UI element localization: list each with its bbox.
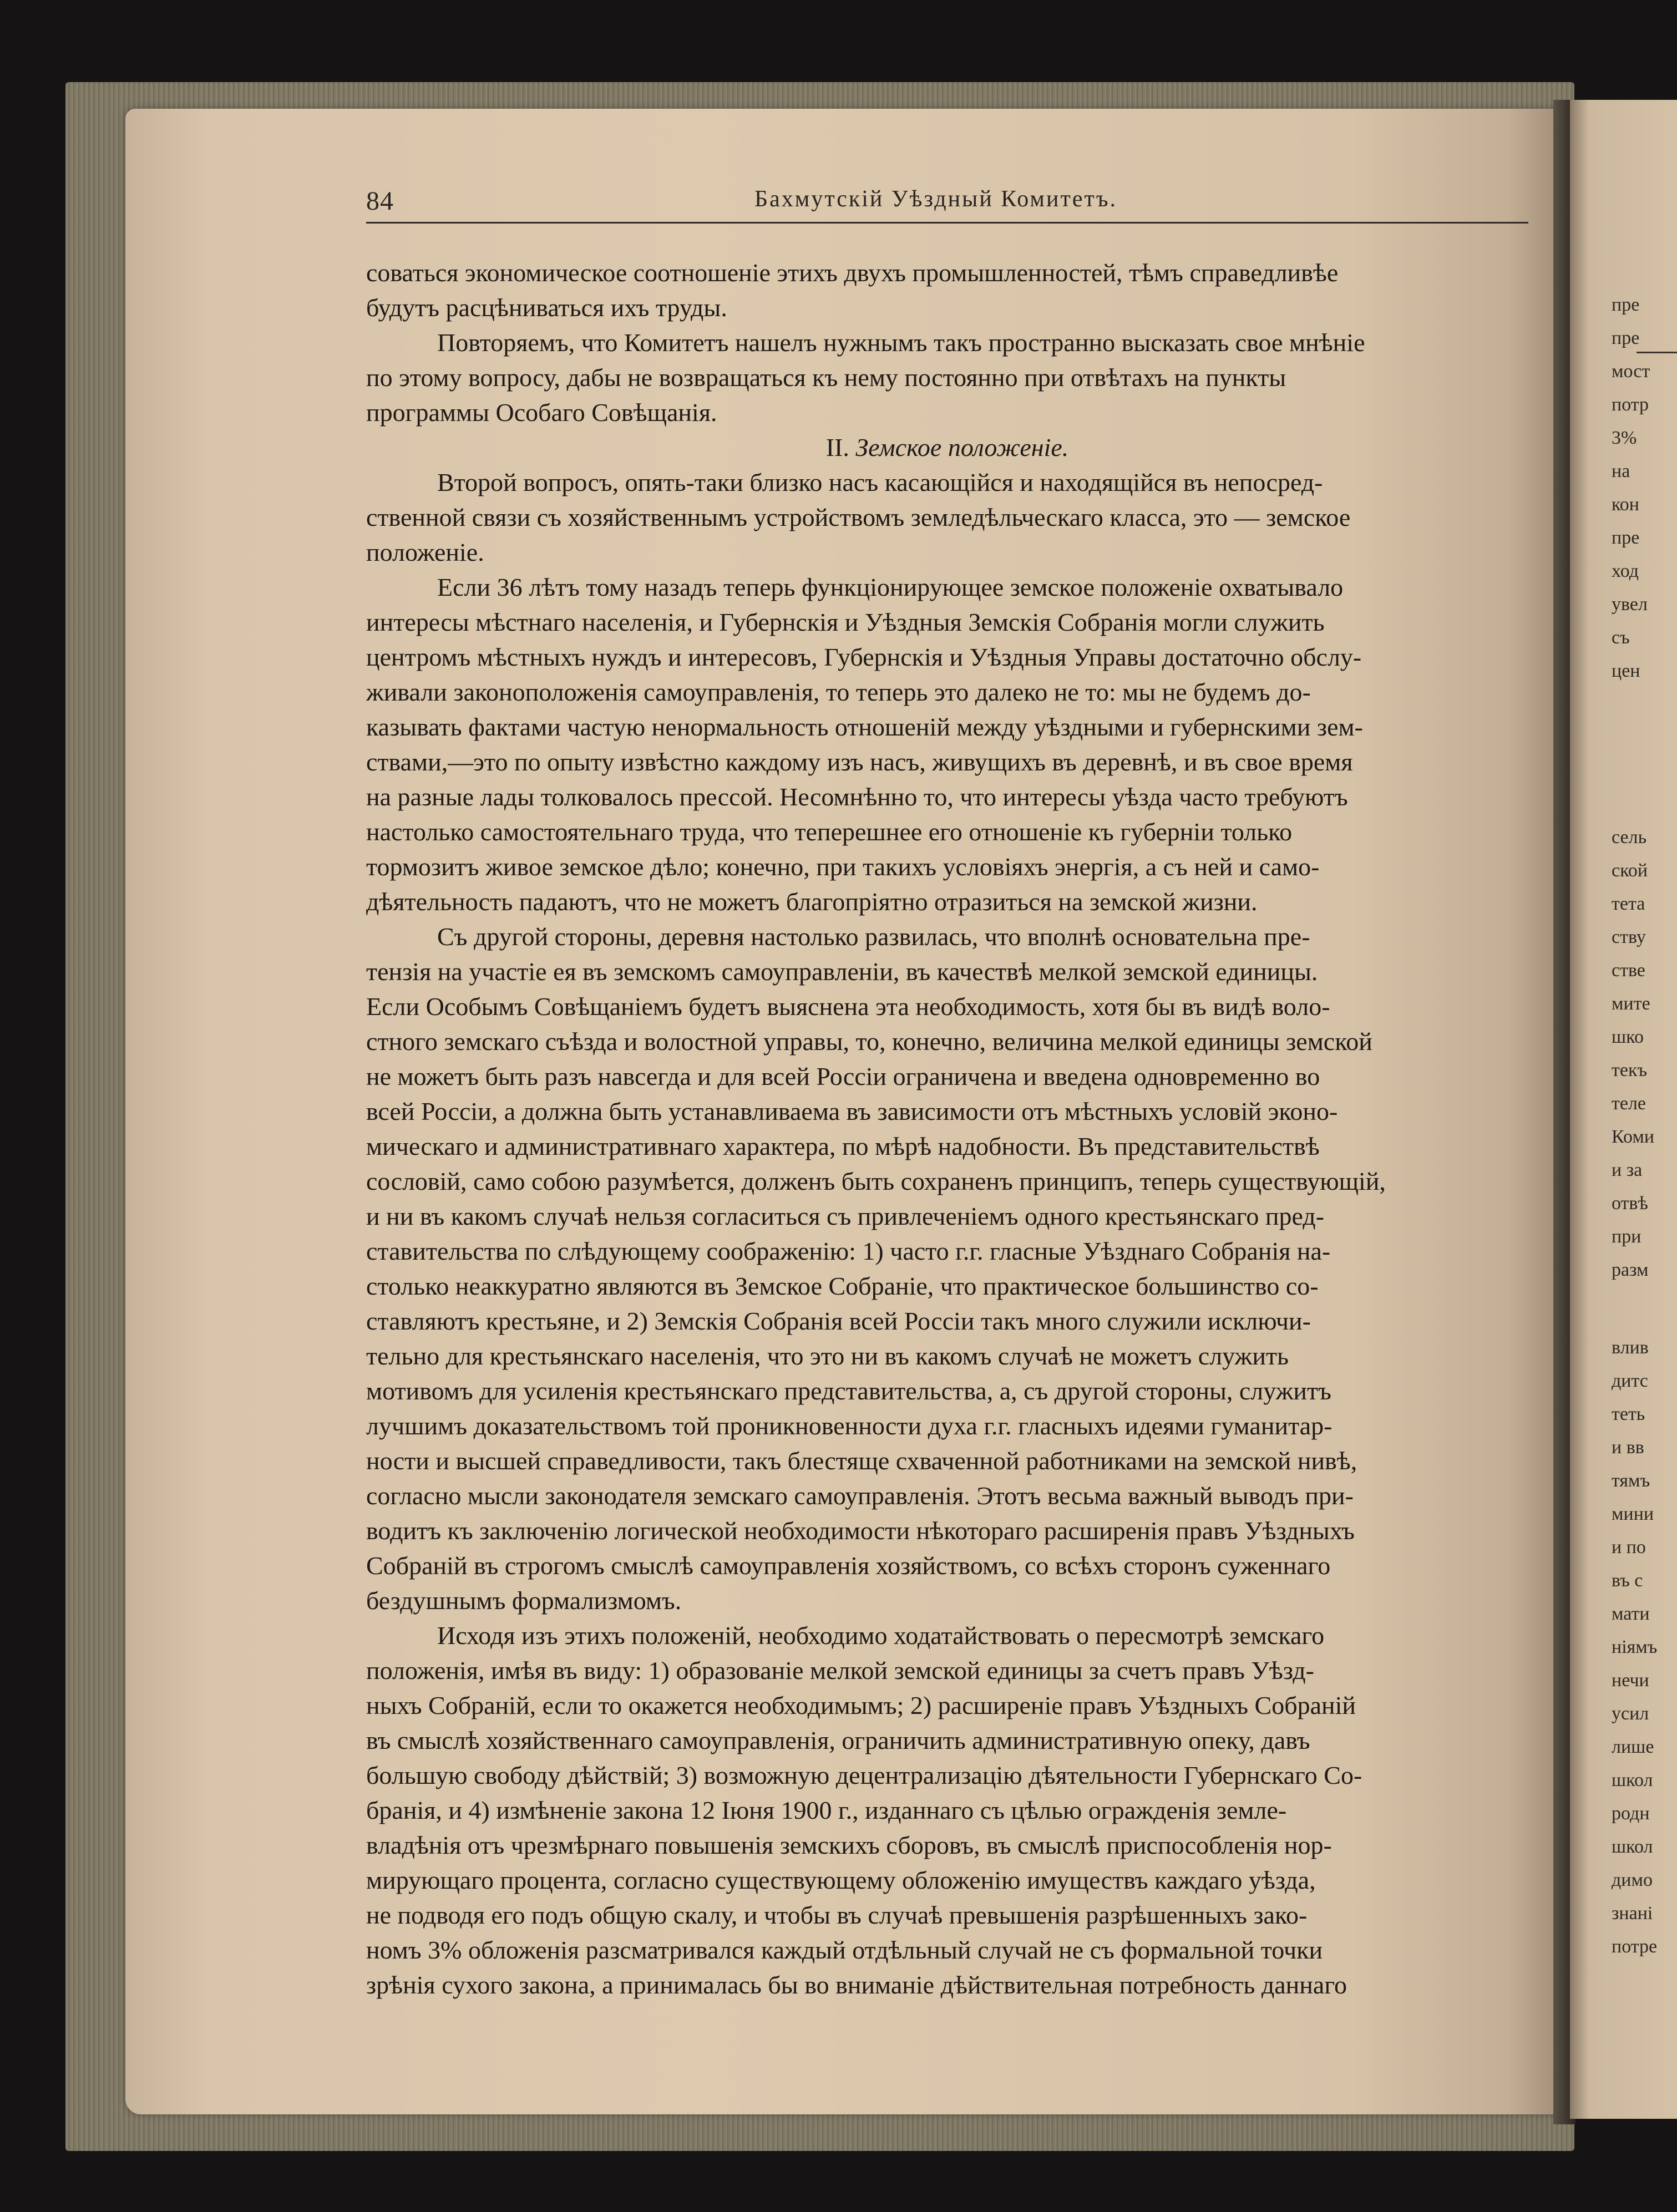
right-fragment: пре [1612, 527, 1640, 548]
right-fragment: лише [1612, 1737, 1654, 1757]
right-fragment: теле [1612, 1093, 1646, 1114]
right-fragment: влив [1612, 1337, 1649, 1358]
right-fragment: школ [1612, 1770, 1653, 1790]
text-line: программы Особаго Совѣщанія. [366, 398, 717, 427]
body-text [366, 255, 1528, 2002]
text-line: въ смыслѣ хозяйственнаго самоуправленія, ограничить административную опеку, давъ [366, 1726, 1310, 1754]
text-line: Съ другой стороны, деревня настолько развилась, что вполнѣ основательна пре- [437, 922, 1310, 951]
text-line: согласно мысли законодателя земскаго самоуправленія. Этотъ весьма важный выводъ при- [366, 1482, 1354, 1510]
text-line: ныхъ Собраній, если то окажется необходимымъ; 2) расширеніе правъ Уѣздныхъ Собраній [366, 1691, 1356, 1719]
text-line: живали законоположенія самоуправленія, то теперь это далеко не то: мы не будемъ до- [366, 678, 1311, 706]
right-fragment: шко [1612, 1027, 1644, 1047]
text-line: владѣнія отъ чрезмѣрнаго повышенія земскихъ сборовъ, въ смыслѣ приспособленія нор- [366, 1831, 1332, 1859]
right-fragment: дитс [1612, 1371, 1648, 1391]
text-line: соваться экономическое соотношеніе этихъ двухъ промышленностей, тѣмъ справедливѣе [366, 258, 1339, 287]
right-fragment: увел [1612, 594, 1648, 615]
text-line: Если 36 лѣтъ тому назадъ теперь функціонирующее земское положеніе охватывало [437, 573, 1344, 601]
text-line: тельно для крестьянскаго населенія, что это ни въ какомъ случаѣ не можетъ служить [366, 1342, 1289, 1370]
text-line: водитъ къ заключенію логической необходимости нѣкотораго расширенія правъ Уѣздныхъ [366, 1516, 1355, 1545]
text-line: казывать фактами частую ненормальность отношеній между уѣздными и губернскими зем- [366, 713, 1363, 741]
right-fragment: тямъ [1612, 1470, 1650, 1491]
right-fragment: потре [1612, 1936, 1658, 1957]
text-line: ности и высшей справедливости, такъ блестяще схваченной работниками на земской нивѣ, [366, 1447, 1357, 1475]
right-fragment: мост [1612, 361, 1650, 382]
text-line: Второй вопросъ, опять-таки близко насъ касающійся и находящійся въ непосред- [437, 468, 1323, 496]
right-fragment: Коми [1612, 1127, 1655, 1147]
text-line: мирующаго процента, согласно существующему обложенію имуществъ каждаго уѣзда, [366, 1866, 1316, 1894]
right-fragment: съ [1612, 627, 1630, 648]
text-line: ставляютъ крестьяне, и 2) Земскія Собранія всей Россіи такъ много служили исключи- [366, 1307, 1311, 1335]
right-fragment: димо [1612, 1870, 1653, 1890]
text-line: не можетъ быть разъ навсегда и для всей Россіи ограничена и введена одновременно во [366, 1062, 1320, 1090]
text-line: Собраній въ строгомъ смыслѣ самоуправленія хозяйствомъ, со всѣхъ сторонъ суженнаго [366, 1551, 1331, 1580]
section-title: Земское положеніе. [855, 433, 1069, 461]
text-line: Исходя изъ этихъ положеній, необходимо ходатайствовать о пересмотрѣ земскаго [437, 1621, 1325, 1650]
text-line: большую свободу дѣйствій; 3) возможную децентрализацію дѣятельности Губернскаго Со- [366, 1761, 1362, 1789]
right-fragment: тета [1612, 894, 1645, 914]
right-fragment: мини [1612, 1504, 1654, 1524]
right-fragment: ніямъ [1612, 1637, 1658, 1657]
text-line: не подводя его подъ общую скалу, и чтобы въ случаѣ превышенія разрѣшенныхъ зако- [366, 1901, 1308, 1929]
text-line: стного земскаго съѣзда и волостной управы, то, конечно, величина мелкой единицы земской [366, 1027, 1372, 1056]
right-fragment: теть [1612, 1404, 1645, 1424]
right-fragment: ству [1612, 927, 1646, 947]
right-fragment: текъ [1612, 1060, 1648, 1080]
text-line: на разные лады толковалось прессой. Несомнѣнно то, что интересы уѣзда часто требуютъ [366, 783, 1348, 811]
right-fragment: родн [1612, 1803, 1650, 1824]
text-line: и ни въ какомъ случаѣ нельзя согласиться съ привлеченіемъ одного крестьянскаго пред- [366, 1202, 1325, 1230]
text-line: столько неаккуратно являются въ Земское Собраніе, что практическое большинство со- [366, 1272, 1319, 1300]
text-line: дѣятельность падаютъ, что не можетъ благопріятно отразиться на земской жизни. [366, 887, 1258, 916]
text-line: мическаго и административнаго характера, по мѣрѣ надобности. Въ представительствѣ [366, 1132, 1320, 1160]
text-line: номъ 3% обложенія разсматривался каждый отдѣльный случай не съ формальной точки [366, 1936, 1323, 1964]
right-fragment: отвѣ [1612, 1193, 1648, 1214]
text-line: положеніе. [366, 538, 484, 566]
right-fragment: пре [1612, 295, 1640, 315]
right-fragment: сель [1612, 827, 1647, 848]
text-line: положенія, имѣя въ виду: 1) образованіе мелкой земской единицы за счетъ правъ Уѣзд- [366, 1656, 1314, 1685]
right-fragment: и вв [1612, 1437, 1644, 1458]
text-line: настолько самостоятельнаго труда, что теперешнее его отношеніе къ губерніи только [366, 818, 1293, 846]
right-fragment: потр [1612, 394, 1649, 415]
text-line: ставительства по слѣдующему соображенію: 1) часто г.г. гласные Уѣзднаго Собранія на- [366, 1237, 1331, 1265]
right-fragment: въ с [1612, 1570, 1643, 1591]
right-fragment: ской [1612, 860, 1648, 881]
page-number: 84 [366, 186, 394, 216]
header-rule [366, 222, 1528, 224]
right-fragment: и за [1612, 1160, 1643, 1180]
right-fragment: ход [1612, 561, 1639, 581]
right-fragment: кон [1612, 494, 1639, 515]
text-line: бездушнымъ формализмомъ. [366, 1586, 682, 1615]
right-fragment: пре [1612, 328, 1640, 348]
text-line: интересы мѣстнаго населенія, и Губернскія и Уѣздныя Земскія Собранія могли служить [366, 608, 1325, 636]
text-line: бранія, и 4) измѣненіе закона 12 Іюня 1900 г., изданнаго съ цѣлью огражденія земле- [366, 1796, 1287, 1824]
text-line: будутъ расцѣниваться ихъ труды. [366, 293, 727, 322]
text-line: центромъ мѣстныхъ нуждъ и интересовъ, Губернскія и Уѣздныя Управы достаточно обслу- [366, 643, 1362, 671]
text-line: ственной связи съ хозяйственнымъ устройствомъ земледѣльческаго класса, это — земское [366, 503, 1351, 531]
right-fragment: и по [1612, 1537, 1646, 1557]
text-line: Повторяемъ, что Комитетъ нашелъ нужнымъ такъ пространно высказать свое мнѣніе [437, 328, 1365, 357]
running-head [366, 186, 1531, 225]
text-line: ствами,—это по опыту извѣстно каждому изъ насъ, живущихъ въ деревнѣ, и въ свое время [366, 748, 1353, 776]
right-fragment: при [1612, 1226, 1641, 1247]
text-line: Если Особымъ Совѣщаніемъ будетъ выяснена эта необходимость, хотя бы въ видѣ воло- [366, 992, 1330, 1021]
section-number: II. [825, 433, 849, 461]
running-head-title: Бахмутскій Уѣздный Комитетъ. [754, 186, 1118, 212]
right-fragment: на [1612, 461, 1630, 481]
right-fragment: нечи [1612, 1670, 1649, 1691]
text-line: тензія на участіе ея въ земскомъ самоуправленіи, въ качествѣ мелкой земской единицы. [366, 957, 1318, 986]
right-fragment: разм [1612, 1260, 1649, 1280]
text-line: мотивомъ для усиленія крестьянскаго представительства, а, съ другой стороны, служитъ [366, 1377, 1331, 1405]
right-fragment: мати [1612, 1604, 1650, 1624]
right-fragment: 3% [1612, 428, 1637, 448]
text-line: сословій, само собою разумѣется, долженъ быть сохраненъ принципъ, теперь существующій, [366, 1167, 1386, 1195]
right-fragment: мите [1612, 993, 1650, 1014]
section-heading [366, 430, 1528, 465]
right-fragment: цен [1612, 661, 1640, 681]
text-line: тормозитъ живое земское дѣло; конечно, при такихъ условіяхъ энергія, а съ ней и само- [366, 853, 1320, 881]
text-line: по этому вопросу, дабы не возвращаться къ нему постоянно при отвѣтахъ на пункты [366, 363, 1286, 392]
right-fragment: усил [1612, 1703, 1649, 1724]
text-line: зрѣнія сухого закона, а принималась бы во вниманіе дѣйствительная потребность даннаго [366, 1971, 1347, 1999]
right-fragment: знані [1612, 1903, 1653, 1924]
right-fragment: стве [1612, 960, 1645, 981]
text-line: всей Россіи, а должна быть устанавливаема въ зависимости отъ мѣстныхъ условій эконо- [366, 1097, 1338, 1125]
text-line: лучшимъ доказательствомъ той проникновенности духа г.г. гласныхъ идеями гуманитар- [366, 1412, 1333, 1440]
right-fragment: школ [1612, 1836, 1653, 1857]
